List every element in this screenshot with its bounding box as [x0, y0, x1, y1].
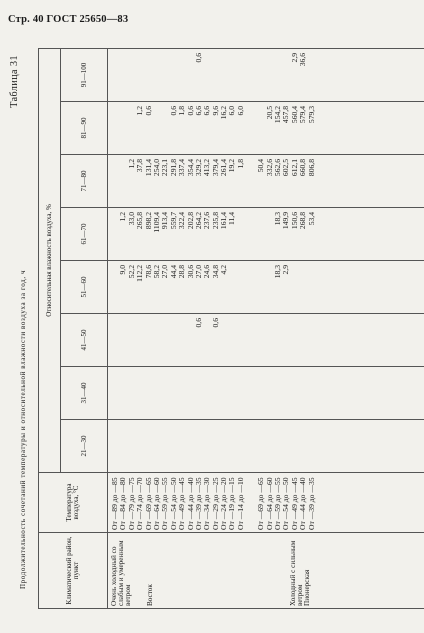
temperature-cell	[108, 473, 424, 533]
cell-value	[237, 210, 245, 258]
page-header: Стр. 40 ГОСТ 25650—83	[8, 14, 129, 25]
cell-value	[228, 316, 236, 364]
cell-value	[282, 369, 290, 417]
value-column	[108, 367, 424, 420]
station-name: Восток	[145, 584, 154, 606]
header-temperature: Температура воздуха, °С	[39, 473, 108, 533]
value-column	[108, 314, 424, 367]
cell-value	[178, 422, 186, 470]
cell-value	[274, 316, 282, 364]
value-column	[108, 155, 424, 208]
cell-value	[237, 422, 245, 470]
cell-value	[291, 316, 299, 364]
cell-value	[195, 422, 203, 470]
cell-value: От —29 до —25	[210, 477, 220, 530]
cell-value: 1,2	[118, 212, 128, 222]
cell-value: От —24 до —20	[219, 477, 229, 530]
cell-value: 332,6	[264, 159, 274, 177]
cell-value: 4,2	[219, 265, 229, 275]
cell-value: От —84 до —80	[118, 477, 128, 530]
cell-value	[212, 422, 220, 470]
cell-value: 913,4	[160, 212, 170, 230]
cell-value: 562,6	[273, 159, 283, 177]
cell-value: 264,2	[193, 212, 203, 230]
cell-value	[220, 316, 228, 364]
cell-value	[161, 422, 169, 470]
cell-value: 1,8	[235, 159, 245, 169]
cell-value: 112,2	[135, 265, 145, 282]
cell-value: 0,6	[143, 106, 153, 116]
cell-value	[237, 263, 245, 311]
cell-value: 806,8	[306, 159, 316, 177]
cell-value	[145, 422, 153, 470]
cell-value: 34,8	[210, 265, 220, 279]
cell-value	[203, 51, 211, 99]
cell-value: 379,4	[210, 159, 220, 177]
cell-value	[111, 369, 119, 417]
cell-value	[119, 369, 127, 417]
cell-value	[274, 51, 282, 99]
cell-value: 27,0	[160, 265, 170, 279]
cell-value: 44,4	[168, 265, 178, 279]
cell-value: 898,2	[143, 212, 153, 230]
cell-value	[153, 422, 161, 470]
cell-value: 58,2	[151, 265, 161, 279]
cell-value	[145, 369, 153, 417]
cell-value	[291, 263, 299, 311]
cell-value: От —34 до —30	[202, 477, 212, 530]
cell-value	[187, 422, 195, 470]
header-range: 31—40	[61, 367, 108, 420]
cell-value	[195, 369, 203, 417]
cell-value: 149,9	[281, 212, 291, 230]
cell-value: 131,4	[143, 159, 153, 177]
cell-value: 254,0	[151, 159, 161, 177]
cell-value	[266, 369, 274, 417]
cell-value: 1,8	[177, 106, 187, 116]
cell-value: 0,6	[193, 318, 203, 328]
cell-value	[145, 51, 153, 99]
cell-value: 322,4	[177, 212, 187, 230]
cell-value	[119, 51, 127, 99]
cell-value: 354,4	[185, 159, 195, 177]
cell-value: 18,3	[273, 212, 283, 226]
cell-value: От —49 до —45	[177, 477, 187, 530]
cell-value	[228, 369, 236, 417]
cell-value: От —54 до —50	[168, 477, 178, 530]
cell-value	[119, 316, 127, 364]
cell-value: 337,4	[177, 159, 187, 177]
cell-value	[266, 422, 274, 470]
cell-value	[257, 51, 265, 99]
cell-value: 33,0	[126, 212, 136, 226]
cell-value	[111, 422, 119, 470]
cell-value: 6,0	[227, 106, 237, 116]
value-column	[108, 48, 424, 101]
cell-value	[203, 422, 211, 470]
cell-value	[237, 316, 245, 364]
table-row	[108, 48, 424, 608]
cell-value	[153, 369, 161, 417]
cell-value: 18,3	[273, 265, 283, 279]
cell-value: 6,0	[235, 106, 245, 116]
cell-value	[153, 51, 161, 99]
cell-value	[170, 316, 178, 364]
cell-value	[136, 316, 144, 364]
cell-value	[266, 51, 274, 99]
cell-value: 6,6	[202, 106, 212, 116]
cell-value	[128, 316, 136, 364]
cell-value: 6,6	[193, 106, 203, 116]
cell-value: 265,8	[135, 212, 145, 230]
cell-value: 30,6	[185, 265, 195, 279]
cell-value	[220, 369, 228, 417]
cell-value	[220, 51, 228, 99]
cell-value: 0,6	[185, 106, 195, 116]
cell-value: 223,1	[160, 159, 170, 177]
cell-value	[111, 316, 119, 364]
region-cell	[108, 533, 424, 609]
cell-value: От —39 до —35	[193, 477, 203, 530]
cell-value	[257, 263, 265, 311]
cell-value: От —49 до —45	[289, 477, 299, 530]
cell-value: От —64 до —60	[264, 477, 274, 530]
cell-value: 1,2	[135, 106, 145, 116]
header-range: 51—60	[61, 261, 108, 314]
cell-value: От —64 до —60	[151, 477, 161, 530]
cell-value: 2,9	[281, 265, 291, 275]
cell-value: 235,8	[210, 212, 220, 230]
cell-value	[111, 51, 119, 99]
cell-value: 53,4	[306, 212, 316, 226]
cell-value	[145, 316, 153, 364]
header-range: 81—90	[61, 102, 108, 155]
cell-value	[257, 369, 265, 417]
cell-value: 202,8	[185, 212, 195, 230]
cell-value	[170, 369, 178, 417]
cell-value: 52,2	[126, 265, 136, 279]
cell-value: 560,4	[289, 106, 299, 124]
cell-value: От —79 до —75	[126, 477, 136, 530]
cell-value	[161, 51, 169, 99]
cell-value	[266, 316, 274, 364]
cell-value	[282, 316, 290, 364]
cell-value: 28,8	[177, 265, 187, 279]
cell-value: 268,8	[298, 212, 308, 230]
cell-value: От —14 до —10	[235, 477, 245, 530]
header-range: 41—50	[61, 314, 108, 367]
cell-value: 150,6	[289, 212, 299, 230]
cell-value	[178, 316, 186, 364]
header-humidity: Относительная влажность воздуха, %	[39, 48, 61, 472]
cell-value	[228, 263, 236, 311]
cell-value: От —19 до —15	[227, 477, 237, 530]
cell-value	[170, 422, 178, 470]
header-region: Климатический район, пункт	[39, 533, 108, 609]
header-range: 71—80	[61, 155, 108, 208]
cell-value: 27,0	[193, 265, 203, 279]
cell-value: 9,6	[210, 106, 220, 116]
cell-value: 612,1	[289, 159, 299, 177]
cell-value	[220, 422, 228, 470]
cell-value: 11,4	[227, 212, 237, 226]
value-column	[108, 102, 424, 155]
cell-value: 37,8	[135, 159, 145, 173]
cell-value: 2,9	[289, 52, 299, 63]
cell-value: От —69 до —65	[256, 477, 266, 530]
value-column	[108, 261, 424, 314]
header-range: 21—30	[61, 420, 108, 473]
cell-value: 237,6	[202, 212, 212, 230]
cell-value: 261,4	[219, 159, 229, 177]
cell-value	[170, 51, 178, 99]
cell-value: 16,2	[219, 106, 229, 120]
cell-value	[291, 422, 299, 470]
cell-value	[257, 422, 265, 470]
cell-value: 559,7	[168, 212, 178, 230]
cell-value	[291, 369, 299, 417]
cell-value: 0,6	[168, 106, 178, 116]
cell-value	[308, 263, 316, 311]
rotated-table-block	[8, 49, 408, 609]
cell-value: От —44 до —40	[185, 477, 195, 530]
cell-value	[111, 104, 119, 152]
cell-value	[257, 210, 265, 258]
cell-value	[111, 157, 119, 205]
cell-value: 291,8	[168, 159, 178, 177]
cell-value: 161,4	[219, 212, 229, 230]
cell-value: 413,2	[202, 159, 212, 177]
cell-value	[187, 369, 195, 417]
cell-value	[228, 51, 236, 99]
cell-value	[299, 369, 307, 417]
cell-value: 19,2	[227, 159, 237, 173]
cell-value: От —69 до —65	[143, 477, 153, 530]
cell-value	[203, 369, 211, 417]
cell-value	[153, 316, 161, 364]
header-range: 91—100	[61, 48, 108, 101]
table-number: Таблица 31	[9, 55, 20, 108]
cell-value: 1109,4	[151, 212, 161, 233]
cell-value: 50,4	[256, 159, 266, 173]
cell-value	[299, 316, 307, 364]
cell-value: 9,0	[118, 265, 128, 275]
cell-value: 154,2	[273, 106, 283, 124]
cell-value	[119, 104, 127, 152]
cell-value: 660,8	[298, 159, 308, 177]
region-name: Холодный с сильным ветром	[288, 540, 305, 606]
value-column	[108, 208, 424, 261]
cell-value: 579,3	[306, 106, 316, 124]
region-name: Очень холодный со слабым и умеренным ветром	[110, 540, 133, 606]
cell-value: От —54 до —50	[281, 477, 291, 530]
cell-value	[161, 369, 169, 417]
cell-value	[299, 422, 307, 470]
cell-value	[136, 51, 144, 99]
cell-value	[153, 104, 161, 152]
cell-value: От —59 до —55	[160, 477, 170, 530]
cell-value: 579,4	[298, 106, 308, 124]
cell-value	[128, 369, 136, 417]
cell-value: 1,2	[126, 159, 136, 169]
cell-value	[136, 422, 144, 470]
cell-value	[128, 51, 136, 99]
cell-value: 78,6	[143, 265, 153, 279]
table-description: Продолжительность сочетаний температуры и относительной влажности воздуха за год, ч	[19, 269, 27, 589]
cell-value: 329,2	[193, 159, 203, 177]
data-table	[38, 48, 424, 609]
cell-value	[178, 51, 186, 99]
cell-value	[228, 422, 236, 470]
cell-value	[282, 422, 290, 470]
cell-value: От —39 до —35	[306, 477, 316, 530]
cell-value	[299, 263, 307, 311]
cell-value: 457,8	[281, 106, 291, 124]
cell-value	[136, 369, 144, 417]
cell-value	[128, 422, 136, 470]
cell-value	[161, 316, 169, 364]
cell-value: От —74 до —70	[135, 477, 145, 530]
cell-value: 20,5	[264, 106, 274, 120]
cell-value: 24,6	[202, 265, 212, 279]
header-range: 61—70	[61, 208, 108, 261]
cell-value	[308, 316, 316, 364]
cell-value	[257, 316, 265, 364]
cell-value: От —59 до —55	[273, 477, 283, 530]
value-column	[108, 420, 424, 473]
cell-value: 0,6	[193, 52, 203, 63]
cell-value	[274, 369, 282, 417]
cell-value	[308, 422, 316, 470]
cell-value	[212, 369, 220, 417]
cell-value: 0,6	[210, 318, 220, 328]
table-caption	[8, 49, 30, 609]
cell-value	[308, 369, 316, 417]
cell-value	[237, 369, 245, 417]
cell-value	[119, 422, 127, 470]
cell-value	[212, 51, 220, 99]
cell-value: 36,6	[298, 52, 308, 67]
cell-value	[237, 51, 245, 99]
cell-value: От —89 до —85	[110, 477, 119, 530]
cell-value: От —44 до —40	[298, 477, 308, 530]
cell-value	[178, 369, 186, 417]
cell-value	[274, 422, 282, 470]
station-name: Пионерская	[303, 569, 312, 606]
cell-value	[308, 51, 316, 99]
cell-value: 602,5	[281, 159, 291, 177]
